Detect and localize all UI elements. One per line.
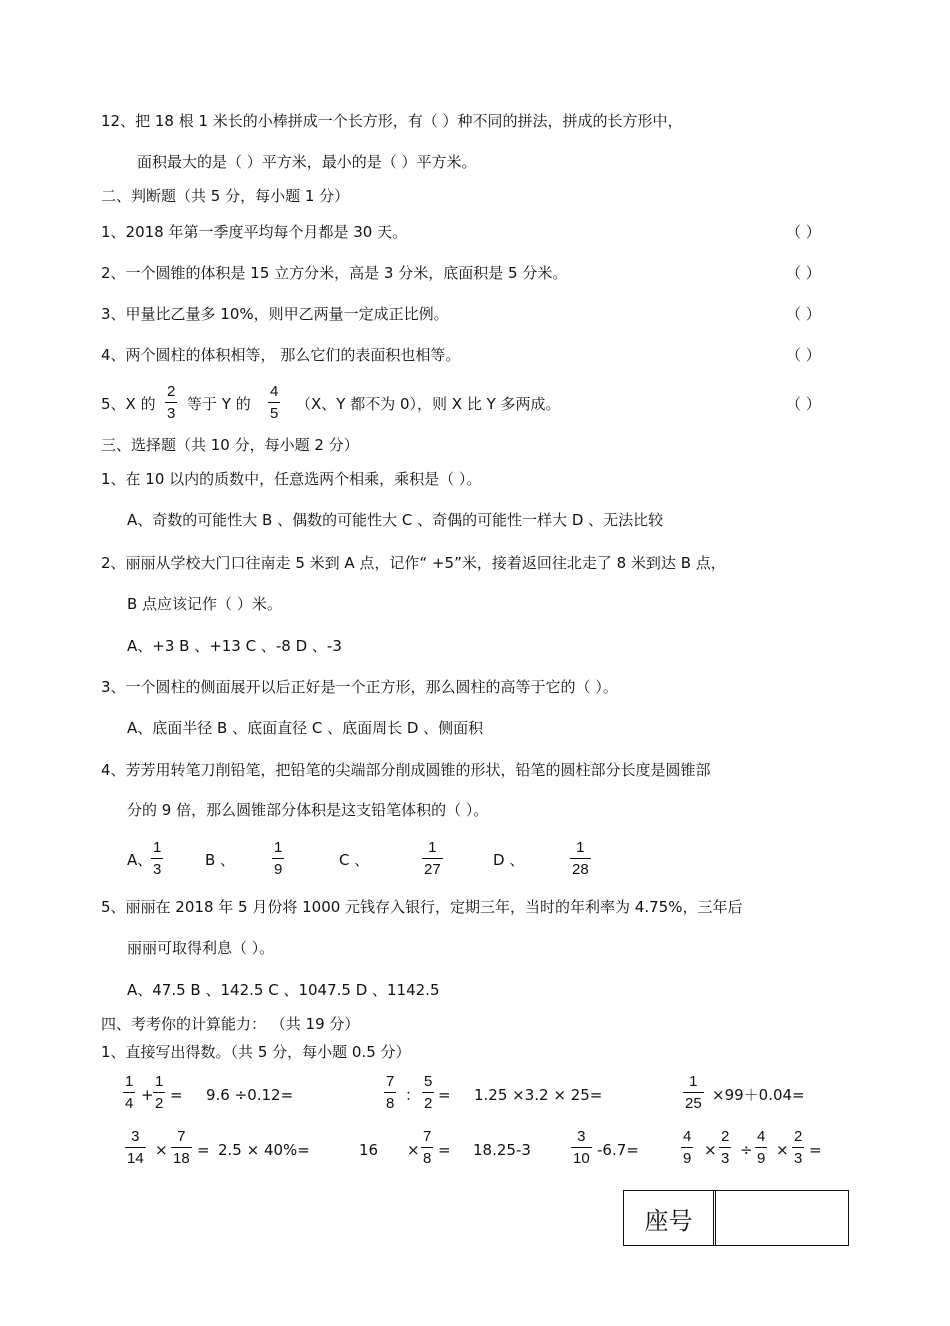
calc-frac-4-9 [681,1129,693,1166]
seat-number-field[interactable] [716,1191,848,1245]
choice-q1-options[interactable]: A、奇数的可能性大 B 、偶数的可能性大 C 、奇偶的可能性一样大 D 、无法比较 [127,511,664,529]
judge-q3-paren[interactable]: （ ） [786,305,821,323]
calc-heading: 四、考考你的计算能力： （共 19 分） [101,1015,360,1033]
calc-r1-eq1: = [170,1086,183,1104]
seat-number-box [623,1190,849,1246]
choice-q4-option-a[interactable]: A、 [127,851,153,869]
calc-r2-eq3: = [438,1141,451,1159]
denominator: 3 [721,1150,730,1167]
denominator: 14 [127,1150,144,1167]
choice-q3-options[interactable]: A、底面半径 B 、底面直径 C 、底面周长 D 、侧面积 [127,719,484,737]
judge-q5-paren[interactable]: （ ） [786,395,821,413]
numerator: 7 [423,1128,432,1145]
denominator: 3 [153,861,162,878]
choice-q5-line2: 丽丽可取得利息（ ）。 [127,939,275,957]
q12-line2: 面积最大的是（ ）平方米，最小的是（ ）平方米。 [137,153,477,171]
choice-q2-options[interactable]: A、+3 B 、+13 C 、-8 D 、-3 [127,637,342,655]
calc-r2-expr3a: 16 [359,1141,379,1159]
calc-r2-expr5: -6.7= [597,1141,639,1159]
numerator: 1 [274,839,283,856]
judge-q5-pre: 5、X 的 [101,395,156,413]
denominator: 9 [757,1150,766,1167]
denominator: 9 [683,1150,692,1167]
choice-q4-option-d[interactable]: D 、 [493,851,525,869]
judge-q4-paren[interactable]: （ ） [786,346,821,364]
calc-frac-4-9b [755,1129,767,1166]
denominator: 2 [155,1095,164,1112]
numerator: 2 [794,1128,803,1145]
choice-q4-fraction-d [570,840,591,877]
numerator: 3 [577,1128,586,1145]
calc-r1-expr5: ×99＋0.04= [712,1086,805,1104]
choice-q3: 3、一个圆柱的侧面展开以后正好是一个正方形，那么圆柱的高等于它的（ ）。 [101,678,618,696]
calc-r2-times6b: × [776,1141,789,1159]
choice-q4-line1: 4、芳芳用转笔刀削铅笔，把铅笔的尖端部分削成圆锥的形状，铅笔的圆柱部分长度是圆锥部 [101,761,711,779]
judge-q1-paren[interactable]: （ ） [786,223,821,241]
choice-q4-option-c[interactable]: C 、 [339,851,370,869]
calc-r1-eq3: = [438,1086,451,1104]
denominator: 27 [424,861,441,878]
choice-heading: 三、选择题（共 10 分，每小题 2 分） [101,436,359,454]
judge-q5-post: （X、Y 都不为 0），则 X 比 Y 多两成。 [296,395,561,413]
denominator: 2 [424,1095,433,1112]
numerator: 4 [757,1128,766,1145]
calc-r1-expr2: 9.6 ÷0.12= [206,1086,294,1104]
calc-r2-expr4: 18.25-3 [473,1141,531,1159]
judge-q2: 2、一个圆锥的体积是 15 立方分米，高是 3 分米，底面积是 5 分米。 [101,264,568,282]
denominator: 9 [274,861,283,878]
denominator: 4 [125,1095,134,1112]
numerator: 1 [576,839,585,856]
numerator: 3 [131,1128,140,1145]
calc-r2-times1: × [155,1141,168,1159]
calc-r1-plus: + [141,1086,154,1104]
denominator: 18 [173,1150,190,1167]
denominator: 8 [423,1150,432,1167]
numerator: 4 [683,1128,692,1145]
judge-q5-fraction-2 [268,384,280,421]
judge-q1: 1、2018 年第一季度平均每个月都是 30 天。 [101,223,408,241]
judge-q5-mid: 等于 Y 的 [187,395,251,413]
judge-q5-fraction-1 [165,384,177,421]
denominator: 3 [794,1150,803,1167]
calc-frac-7-18 [171,1129,192,1166]
calc-frac-2-3 [719,1129,731,1166]
judge-q2-paren[interactable]: （ ） [786,264,821,282]
numerator: 5 [424,1073,433,1090]
judge-q3: 3、甲量比乙量多 10%，则甲乙两量一定成正比例。 [101,305,449,323]
q12-line1: 12、把 18 根 1 米长的小棒拼成一个长方形，有（ ）种不同的拼法，拼成的长方形中， [101,112,683,130]
denominator: 28 [572,861,589,878]
numerator: 1 [428,839,437,856]
numerator: 1 [153,839,162,856]
calc-frac-2-3b [792,1129,804,1166]
choice-q4-line2: 分的 9 倍，那么圆锥部分体积是这支铅笔体积的（ ）。 [127,801,489,819]
numerator: 7 [177,1128,186,1145]
calc-r2-expr2: 2.5 × 40%= [218,1141,310,1159]
choice-q4-fraction-c [422,840,443,877]
numerator: 2 [167,383,176,400]
choice-q1: 1、在 10 以内的质数中，任意选两个相乘，乘积是（ ）。 [101,470,482,488]
calc-frac-1-4 [123,1074,135,1111]
calc-r2-expr3b: × [407,1141,420,1159]
calc-frac-3-10 [571,1129,592,1166]
choice-q4-fraction-a [151,840,163,877]
calc-r2-div6: ÷ [740,1141,753,1159]
calc-sub1: 1、直接写出得数。（共 5 分，每小题 0.5 分） [101,1043,411,1061]
judge-q4: 4、两个圆柱的体积相等， 那么它们的表面积也相等。 [101,346,461,364]
calc-frac-7-8b [421,1129,433,1166]
denominator: 8 [386,1095,395,1112]
numerator: 1 [125,1073,134,1090]
calc-frac-3-14 [125,1129,146,1166]
numerator: 4 [270,383,279,400]
denominator: 5 [270,405,279,422]
calc-frac-1-25 [683,1074,704,1111]
calc-frac-7-8 [384,1074,396,1111]
calc-r2-times6a: × [704,1141,717,1159]
calc-r1-colon: ： [405,1086,421,1104]
numerator: 2 [721,1128,730,1145]
numerator: 7 [386,1073,395,1090]
denominator: 3 [167,405,176,422]
choice-q2-line1: 2、丽丽从学校大门口往南走 5 米到 A 点，记作“ +5”米，接着返回往北走了 8 米到达 B 点， [101,554,726,572]
calc-r2-eq6: = [809,1141,822,1159]
choice-q5-options[interactable]: A、47.5 B 、142.5 C 、1047.5 D 、1142.5 [127,981,440,999]
choice-q5-line1: 5、丽丽在 2018 年 5 月份将 1000 元钱存入银行，定期三年，当时的年利率为 4.75%，三年后 [101,898,743,916]
choice-q2-line2: B 点应该记作（ ）米。 [127,595,282,613]
numerator: 1 [689,1073,698,1090]
denominator: 25 [685,1095,702,1112]
denominator: 10 [573,1150,590,1167]
seat-number-label: 座号 [624,1191,716,1245]
judge-heading: 二、判断题（共 5 分，每小题 1 分） [101,187,350,205]
calc-r1-expr4: 1.25 ×3.2 × 25= [474,1086,603,1104]
choice-q4-option-b[interactable]: B 、 [205,851,236,869]
calc-r2-eq1: = [197,1141,210,1159]
choice-q4-fraction-b [272,840,284,877]
calc-frac-1-2 [153,1074,165,1111]
numerator: 1 [155,1073,164,1090]
calc-frac-5-2 [422,1074,434,1111]
